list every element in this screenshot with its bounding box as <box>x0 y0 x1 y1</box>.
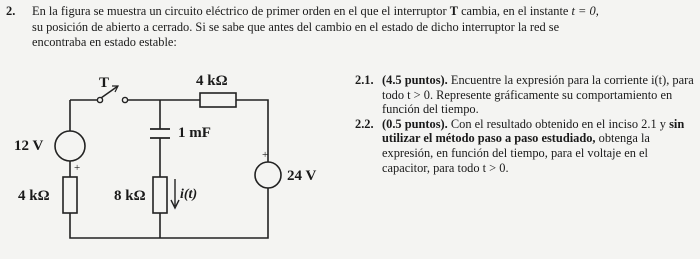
question-text-bold: sin utilizar el método paso a paso estudiado, <box>382 116 685 146</box>
questions <box>355 73 695 175</box>
question-number: 2.1. <box>355 73 374 87</box>
current-label: i(t) <box>180 187 198 202</box>
source-left-label: 12 V <box>14 138 44 154</box>
question-text-a: Con el resultado obtenido en el inciso 2.1 y <box>450 116 666 131</box>
question-number: 2.2. <box>355 116 374 131</box>
switch-label: T <box>99 75 110 91</box>
voltage-source-12v <box>14 131 85 174</box>
voltage-source-24v <box>255 149 316 188</box>
capacitor-label: 1 mF <box>178 125 211 141</box>
resistor-top-label: 4 kΩ <box>196 73 228 89</box>
resistor-mid-label: 8 kΩ <box>114 188 146 204</box>
resistor-mid <box>114 177 167 213</box>
switch-T <box>97 75 127 103</box>
question-points: (0.5 puntos). <box>382 116 448 131</box>
question-points: (4.5 puntos). <box>382 73 448 87</box>
statement-text-2: cambia, en el instante <box>461 4 569 18</box>
capacitor <box>150 125 211 141</box>
current-arrow <box>171 179 197 208</box>
question-2-2 <box>355 117 695 175</box>
problem-number: 2. <box>6 4 16 18</box>
resistor-left-label: 4 kΩ <box>18 188 50 204</box>
statement-text-1: En la figura se muestra un circuito eléctrico de primer orden en el que el interruptor <box>32 4 447 18</box>
source-right-label: 24 V <box>287 168 317 184</box>
switch-letter: T <box>449 4 458 18</box>
statement-line-3: encontraba en estado estable: <box>32 35 177 49</box>
question-text-c: obtenga la expresión, en función del tiempo, para el voltaje en el capacitor, para todo t > 0. <box>382 131 650 175</box>
statement-line-2: su posición de abierto a cerrado. Si se sabe que antes del cambio en el estado de dicho interruptor la red se <box>32 19 560 34</box>
resistor-top <box>196 73 236 107</box>
instant-text: t = 0, <box>571 4 599 18</box>
plus-sign-left: + <box>74 162 81 174</box>
resistor-left <box>18 177 77 213</box>
question-text: Encuentre la expresión para la corriente i(t), para todo t > 0. Represente gráficamente su comportamiento en función del tiempo. <box>382 73 694 117</box>
plus-sign-right: + <box>262 149 269 161</box>
question-2-1 <box>355 73 695 117</box>
